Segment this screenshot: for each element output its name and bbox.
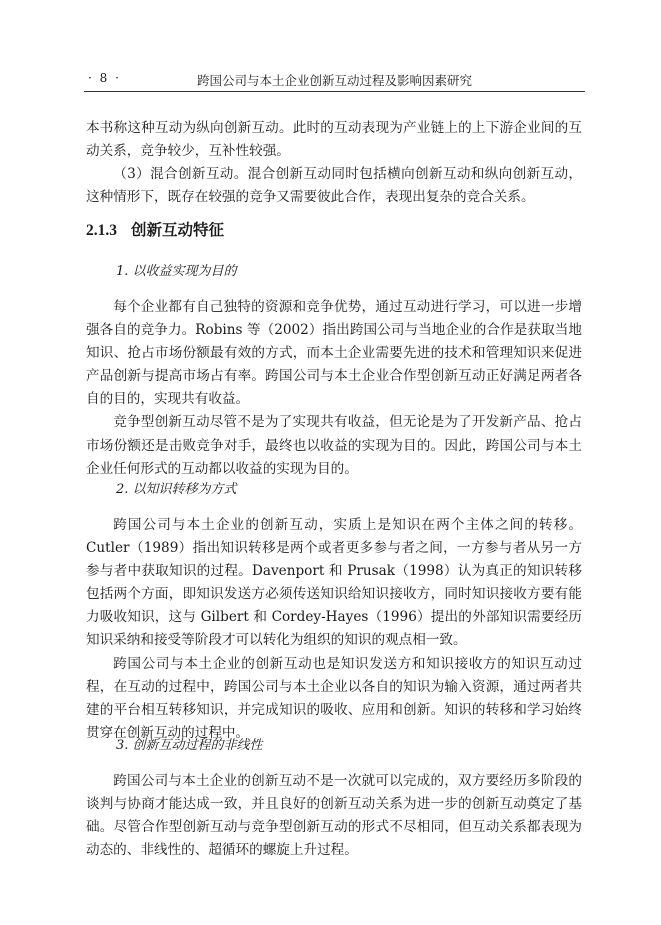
paragraph: 跨国公司与本土企业的创新互动不是一次就可以完成的，双方要经历多阶段的谈判与协商才能达成一致，并且良好的创新互动关系为进一步的创新互动奠定了基础。尽管合作型创新互动与竞争型创新互动的形式不尽相同，但互动关系都表现为动态的、非线性的、超循环的螺旋上升过程。 [86,773,582,859]
subsection-3 [86,736,582,862]
section-number: 2.1.3 [86,222,117,239]
subsection-heading: 1. 以收益实现为目的 [116,264,237,279]
paragraph: 本书称这种互动为纵向创新互动。此时的互动表现为产业链上的上下游企业间的互动关系，竞争较少，互补性较强。 [86,120,582,160]
intro-text [86,117,582,209]
subsection-heading: 3. 创新互动过程的非线性 [116,738,263,753]
running-title: 跨国公司与本土企业创新互动过程及影响因素研究 [196,73,472,88]
running-header [84,71,585,92]
paragraph: 竞争型创新互动尽管不是为了实现共有收益，但无论是为了开发新产品、抢占市场份额还是击败竞争对手，最终也以收益的实现为目的。因此，跨国公司与本土企业任何形式的互动都以收益的实现为目的。 [86,414,582,477]
paragraph: 跨国公司与本土企业的创新互动也是知识发送方和知识接收方的知识互动过程，在互动的过程中，跨国公司与本土企业以各自的知识为输入资源，通过两者共建的平台相互转移知识，并完成知识的吸收、应用和创新。知识的转移和学习始终贯穿在创新互动的过程中。 [86,655,582,741]
subsection-2 [86,480,582,745]
section-title: 创新互动特征 [131,220,225,239]
section-heading [86,218,224,240]
paragraph: （3）混合创新互动。混合创新互动同时包括横向创新互动和纵向创新互动，这种情形下，既存在较强的竞争又需要彼此合作，表现出复杂的竞合关系。 [86,166,582,206]
paragraph: 每个企业都有自己独特的资源和竞争优势，通过互动进行学习，可以进一步增强各自的竞争力。Robins 等（2002）指出跨国公司与当地企业的合作是获取当地知识、抢占市场份额最有效的方式，而本土企业需要先进的技术和管理知识来促进产品创新与提高市场占有率。跨国公司与本土企业合作型创新互动正好满足两者各自的目的，实现共有收益。 [86,299,582,408]
subsection-1 [86,262,582,481]
paragraph: 跨国公司与本土企业的创新互动，实质上是知识在两个主体之间的转移。Cutler（1989）指出知识转移是两个或者更多参与者之间，一方参与者从另一方参与者中获取知识的过程。Davenport 和 Prusak（1998）认为真正的知识转移包括两个方面，即知识发送方必须传送知识给知识接收方，同时知识接收方要有能力吸收知识，这与 Gilbert 和 Cordey-Hayes（1996）提出的外部知识需要经历知识采纳和接受等阶段才可以转化为组织的知识的观点相一致。 [86,517,582,649]
subsection-heading: 2. 以知识转移为方式 [116,482,237,497]
page-number: · 8 · [88,71,121,85]
